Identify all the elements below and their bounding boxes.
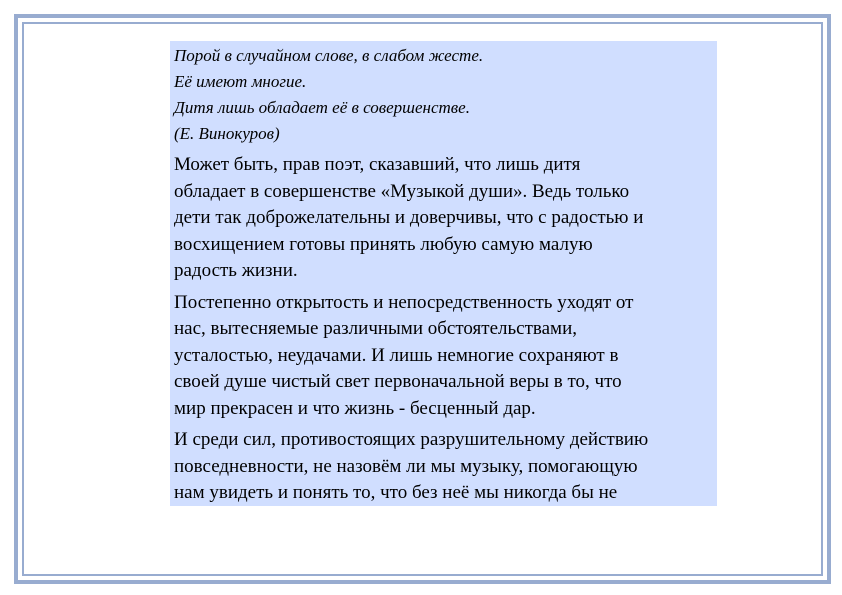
paragraph-line: нас, вытесняемые различными обстоятельствами,	[174, 318, 577, 339]
epigraph-author: (Е. Винокуров)	[174, 124, 280, 143]
paragraph-line: Может быть, прав поэт, сказавший, что лишь дитя	[174, 154, 581, 175]
paragraph-line: обладает в совершенстве «Музыкой души». Ведь только	[174, 180, 630, 202]
text-box	[170, 41, 717, 506]
paragraph-1	[170, 152, 717, 285]
epigraph-line: Дитя лишь обладает её в совершенстве.	[174, 98, 470, 117]
epigraph-line: Её имеют многие.	[174, 72, 307, 91]
paragraph-3	[170, 427, 717, 506]
paragraph-line: усталостью, неудачами. И лишь немногие сохраняют в	[174, 344, 619, 366]
paragraph-line: восхищением готовы принять любую самую малую	[174, 233, 593, 255]
paragraph-line: Постепенно открытость и непосредственность уходят от	[174, 291, 634, 313]
paragraph-line: своей душе чистый свет первоначальной веры в то, что	[174, 371, 622, 392]
paragraph-line: радость жизни.	[174, 260, 298, 281]
paragraph-line: дети так доброжелательны и доверчивы, что с радостью и	[174, 207, 644, 228]
paragraph-line: И среди сил, противостоящих разрушительному действию	[174, 429, 649, 450]
paragraph-line: повседневности, не назовём ли мы музыку, помогающую	[174, 455, 638, 477]
paragraph-line: нам увидеть и понять то, что без неё мы никогда бы не	[174, 482, 618, 503]
paragraph-2	[170, 290, 717, 423]
paragraph-line: мир прекрасен и что жизнь - бесценный дар.	[174, 397, 536, 419]
epigraph	[170, 41, 717, 147]
epigraph-line: Порой в случайном слове, в слабом жесте.	[174, 46, 484, 65]
